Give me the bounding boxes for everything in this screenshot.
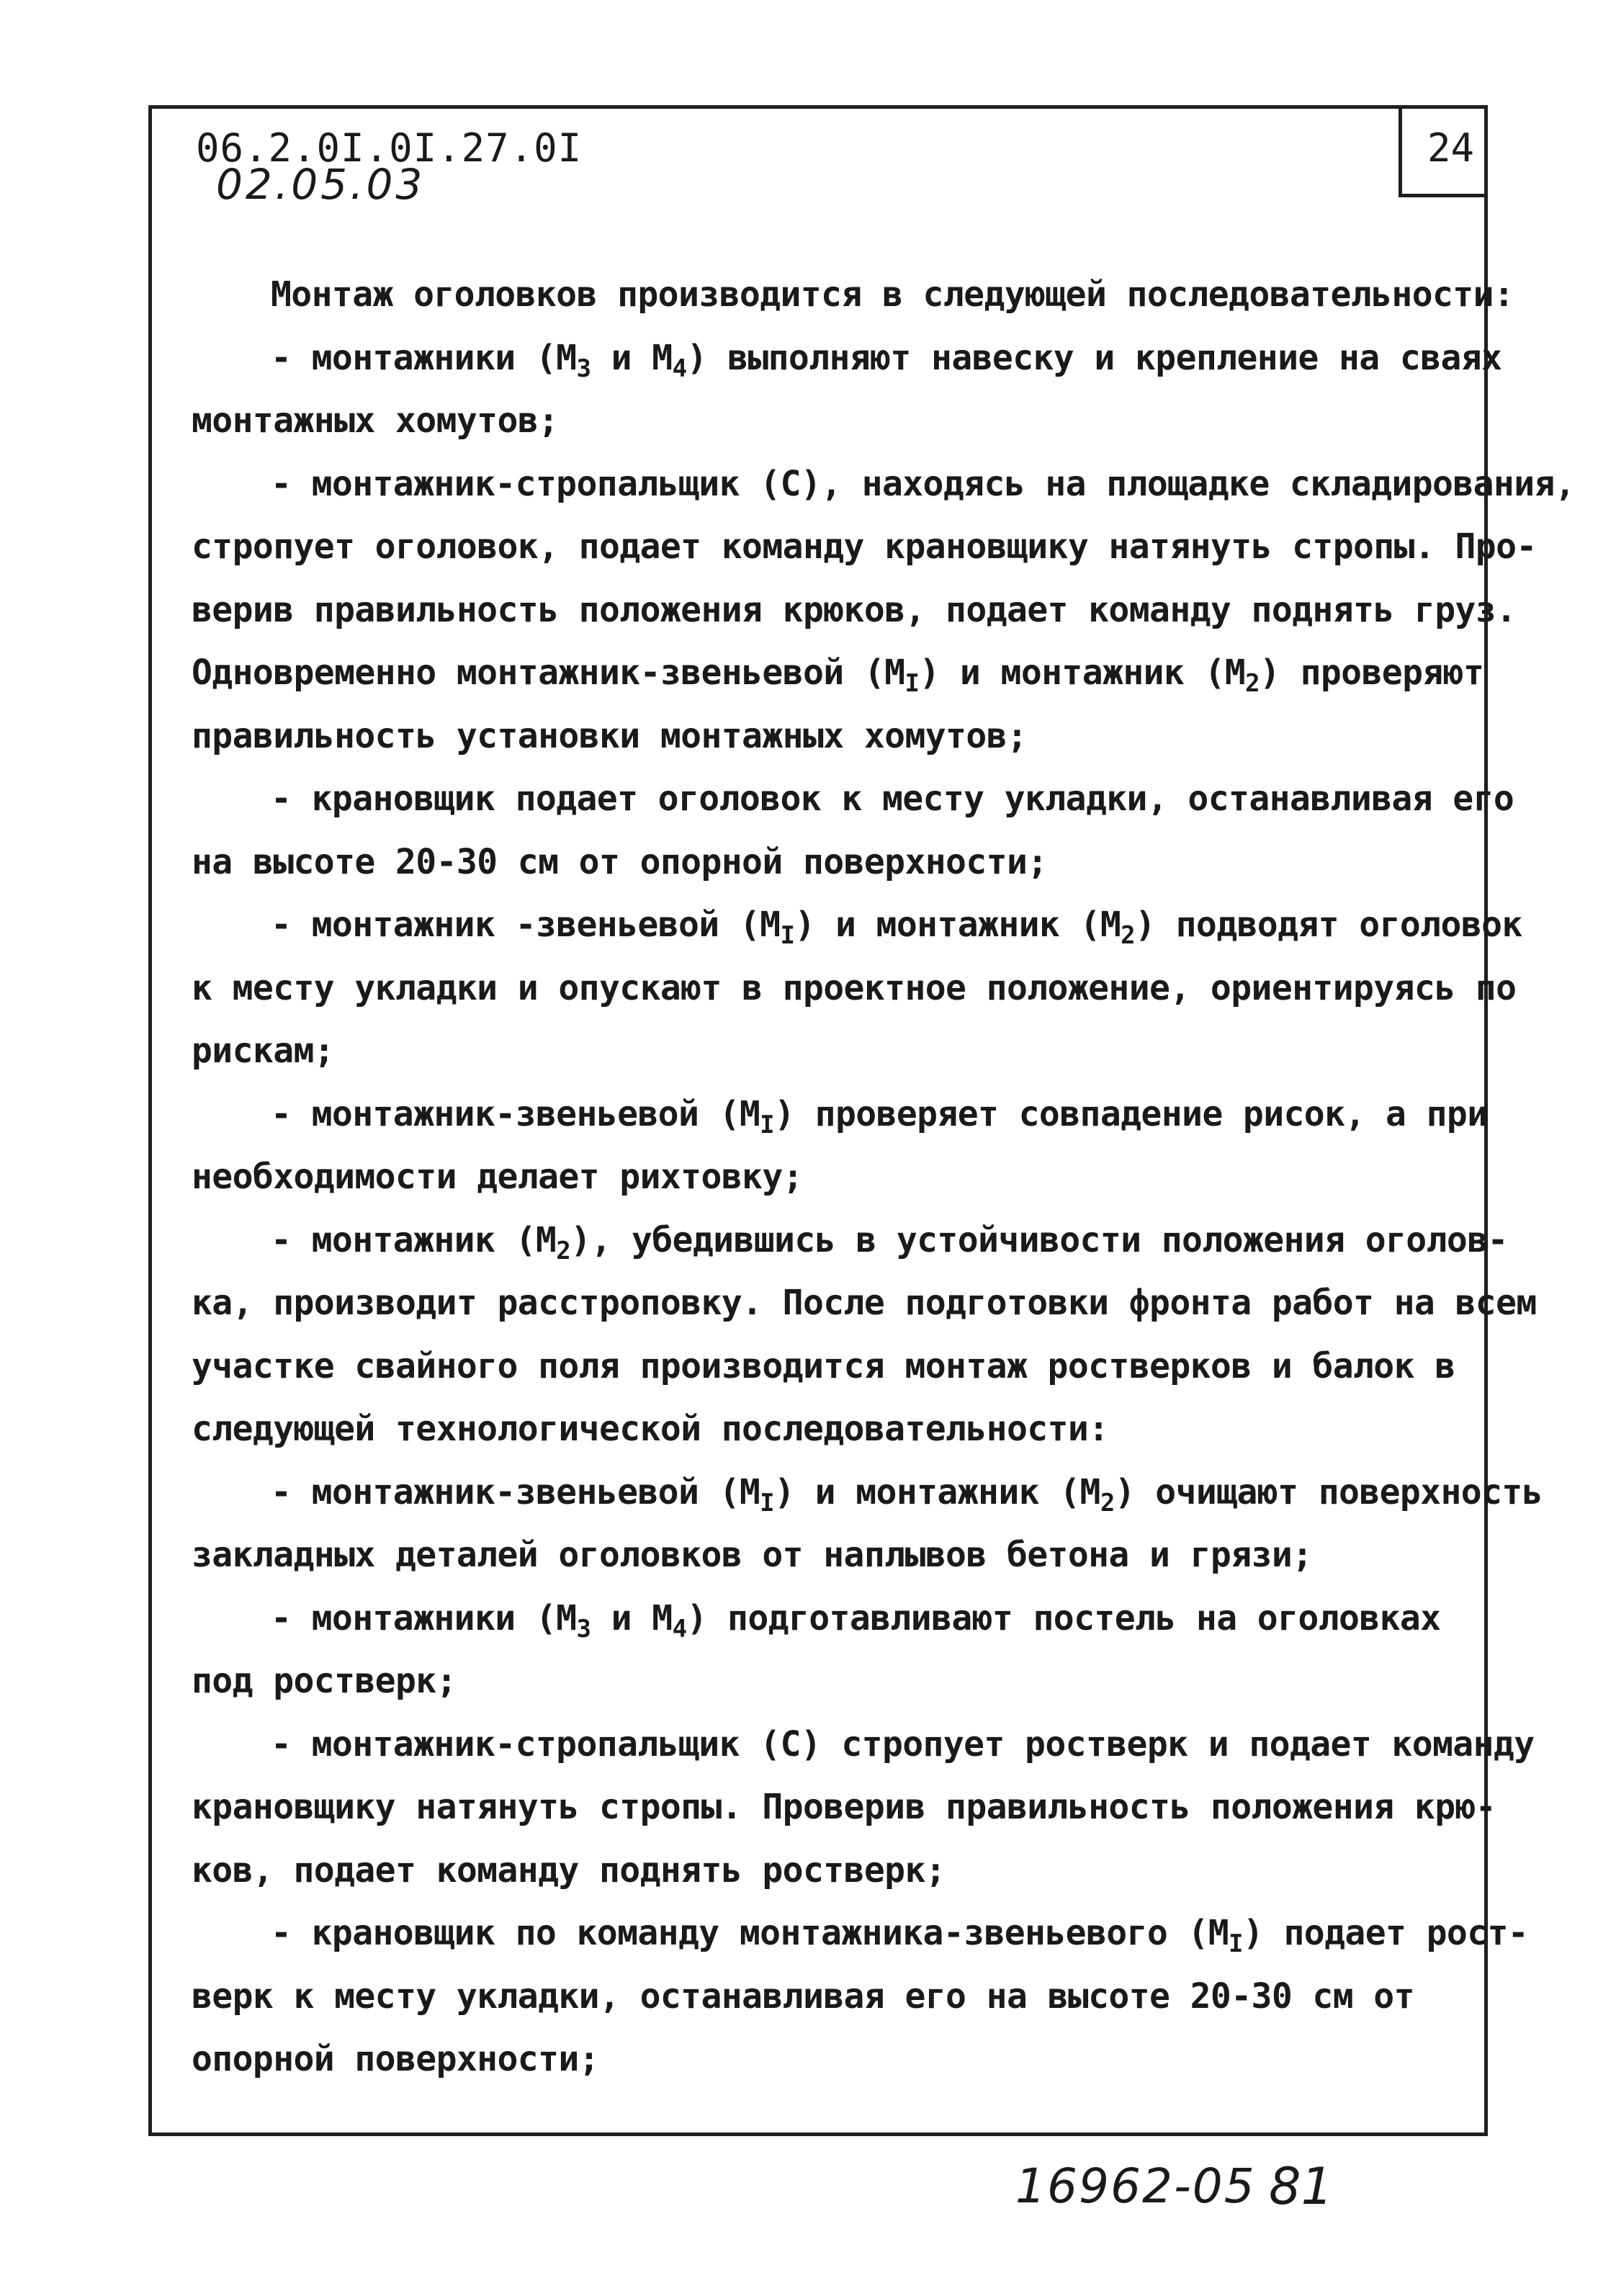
text-segment: закладных деталей оголовков от наплывов бетона и грязи; — [192, 1535, 1313, 1575]
document-code: 06.2.0I.0I.27.0I — [196, 125, 583, 171]
text-segment: Монтаж оголовков производится в следующей последовательности: — [271, 274, 1514, 315]
subscript-index: I — [1229, 1929, 1243, 1958]
text-line — [192, 1020, 1488, 1083]
text-segment: ) выполняют навеску и крепление на сваях — [686, 337, 1502, 378]
text-line — [192, 1650, 1488, 1713]
subscript-index: 4 — [672, 354, 687, 383]
text-line — [192, 579, 1517, 642]
text-line — [192, 1524, 1488, 1587]
text-segment: ) и монтажник (М — [794, 905, 1121, 945]
text-segment: - крановщик по команду монтажника-звеньевого (М — [271, 1913, 1229, 1953]
handwritten-date: 02.05.03 — [216, 160, 426, 209]
text-line — [192, 894, 1522, 957]
text-segment: опорной поверхности; — [192, 2039, 599, 2079]
text-line — [192, 705, 1488, 768]
text-segment: участке свайного поля производится монтаж ростверков и балок в — [192, 1345, 1455, 1386]
text-segment: - монтажник-стропальщик (С), находясь на площадке складирования, — [271, 463, 1576, 504]
text-line — [192, 1902, 1529, 1965]
text-segment: следующей технологической последовательности: — [192, 1409, 1109, 1449]
subscript-index: 2 — [1245, 669, 1260, 698]
text-segment: необходимости делает рихтовку; — [192, 1157, 803, 1197]
subscript-index: 2 — [556, 1236, 571, 1265]
text-line — [192, 1587, 1488, 1651]
text-segment: ) и монтажник (М — [919, 653, 1246, 693]
text-segment: ) подводят оголовок — [1135, 905, 1522, 945]
text-line — [192, 642, 1488, 705]
text-segment: рискам; — [192, 1031, 335, 1071]
subscript-index: I — [904, 669, 920, 698]
text-line — [192, 1335, 1488, 1399]
body-text — [192, 264, 1576, 2091]
subscript-index: I — [760, 1110, 775, 1139]
text-line — [192, 1965, 1488, 2029]
text-segment: - крановщик подает оголовок к месту укладки, останавливая его — [271, 779, 1514, 819]
text-segment: ) очищают поверхность — [1114, 1471, 1543, 1512]
subscript-index: 4 — [672, 1614, 687, 1643]
text-line — [192, 831, 1488, 894]
text-line — [192, 1209, 1508, 1273]
text-segment: - монтажник-звеньевой (М — [271, 1093, 760, 1134]
text-segment: верив правильность положения крюков, подает команду поднять груз. — [192, 589, 1517, 630]
text-line — [192, 1272, 1537, 1335]
text-segment: - монтажник -звеньевой (М — [271, 905, 781, 945]
sheet-number: 81 — [1269, 2157, 1334, 2216]
text-line — [192, 1839, 1488, 1903]
subscript-index: 3 — [576, 1614, 591, 1643]
text-line — [192, 768, 1514, 831]
text-segment: ), убедившись в устойчивости положения оголов- — [570, 1219, 1508, 1260]
text-segment: - монтажники (М — [271, 337, 577, 378]
archive-code: 16962-05 — [1015, 2158, 1256, 2214]
subscript-index: 2 — [1100, 1488, 1115, 1517]
text-line — [192, 516, 1537, 579]
subscript-index: 3 — [576, 354, 591, 383]
subscript-index: I — [780, 921, 795, 950]
text-line — [192, 1776, 1496, 1839]
text-line — [192, 2028, 1488, 2091]
text-segment: к месту укладки и опускают в проектное положение, ориентируясь по — [192, 967, 1517, 1008]
text-segment: крановщику натянуть стропы. Проверив правильность положения крю- — [192, 1787, 1496, 1827]
text-line — [192, 390, 1488, 453]
text-line — [192, 957, 1517, 1021]
subscript-index: I — [760, 1488, 775, 1517]
text-line — [192, 264, 1514, 327]
text-line — [192, 1398, 1488, 1461]
text-segment: ков, подает команду поднять ростверк; — [192, 1849, 946, 1891]
text-line — [192, 1713, 1535, 1777]
text-segment: ) проверяют — [1259, 653, 1484, 693]
subscript-index: 2 — [1121, 921, 1135, 950]
text-segment: на высоте 20-30 см от опорной поверхности; — [192, 841, 1048, 882]
text-line — [192, 1461, 1543, 1525]
text-segment: ) проверяет совпадение рисок, а при — [774, 1093, 1488, 1134]
text-line — [192, 453, 1576, 516]
text-segment: и М — [591, 1597, 673, 1638]
text-line — [192, 1083, 1488, 1147]
text-segment: ) и монтажник (М — [774, 1471, 1100, 1512]
text-segment: ) подготавливают постель на оголовках — [686, 1597, 1441, 1638]
text-segment: Одновременно монтажник-звеньевой (М — [192, 653, 905, 693]
text-segment: ) подает рост- — [1242, 1913, 1529, 1953]
text-line — [192, 1146, 1488, 1209]
text-segment: - монтажник-звеньевой (М — [271, 1471, 760, 1512]
text-segment: и М — [591, 337, 673, 378]
text-line — [192, 327, 1502, 390]
text-segment: - монтажник (М — [271, 1219, 557, 1260]
text-segment: ка, производит расстроповку. После подготовки фронта работ на всем — [192, 1283, 1537, 1323]
text-segment: - монтажник-стропальщик (С) стропует ростверк и подает команду — [271, 1723, 1535, 1764]
text-segment: - монтажники (М — [271, 1597, 577, 1638]
text-segment: верк к месту укладки, останавливая его на высоте 20-30 см от — [192, 1976, 1414, 2017]
text-segment: монтажных хомутов; — [192, 400, 559, 441]
text-segment: под ростверк; — [192, 1661, 457, 1701]
page-number: 24 — [1427, 125, 1475, 171]
text-segment: правильность установки монтажных хомутов; — [192, 715, 1028, 756]
text-segment: стропует оголовок, подает команду крановщику натянуть стропы. Про- — [192, 526, 1537, 567]
